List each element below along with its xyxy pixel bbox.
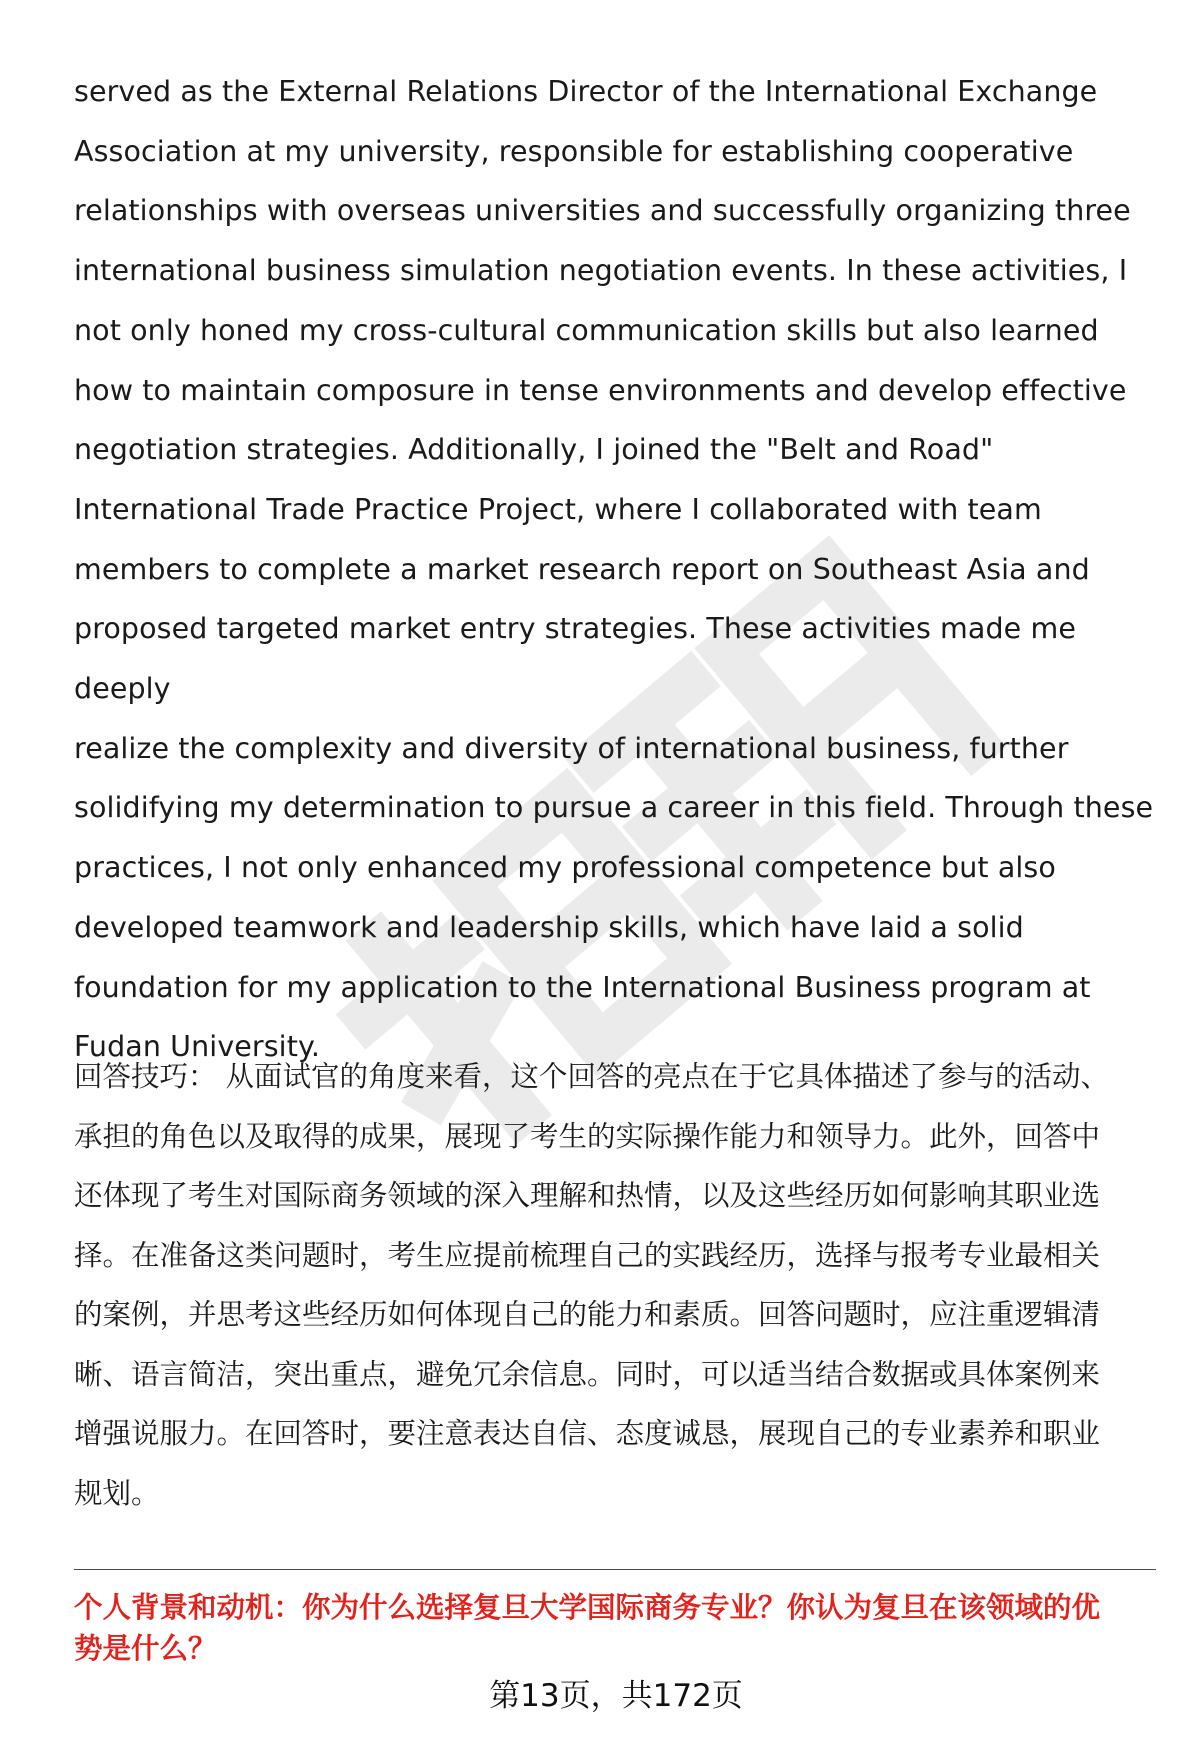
next-question-heading: 个人背景和动机：你为什么选择复旦大学国际商务专业？你认为复旦在该领域的优 势是什么？ (74, 1591, 1101, 1665)
answer-tips-paragraph: 回答技巧： 从面试官的角度来看，这个回答的亮点在于它具体描述了参与的活动、 承担的角色以及取得的成果，展现了考生的实际操作能力和领导力。此外，回答中 还体现了考生对国际商务领域的深入理解和热情，以及这些经历如何影响其职业选 择。在准备这类问题时，考生应提前梳理自己的实践经历，选择与报考专业最相关 的案例，并思考这些经历如何体现自己的能力和素质。回答问题时，应注重逻辑清 晰、语言简洁，突出重点，避免冗余信息。同时，可以适当结合数据或具体案例来 增强说服力。在回答时，要注意表达自信、态度诚恳，展现自己的专业素养和职业 规划。 (74, 1060, 1110, 1510)
section-divider (74, 1569, 1156, 1570)
page-number: 第13页，共172页 (489, 1678, 743, 1714)
answer-paragraph: served as the External Relations Director of the International Exchange Association at my university, responsible for establishing cooperative relationships with overseas universities and successfully organizing three international business simulation negotiation events. In these activities, I not only honed my cross-cultural communication skills but also learned how to maintain composure in tense environments and develop effective negotiation strategies. Additionally, I joined the "Belt and Road" International Trade Practice Project, where I collaborated with team members to complete a market research report on Southeast Asia and proposed targeted market entry strategies. These activities made me deeply realize the complexity and diversity of international business, further solidifying my determination to pursue a career in this field. Through these practices, I not only enhanced my professional competence but also developed teamwork and leadership skills, which have laid a solid foundation for my application to the International Business program at Fudan University. (74, 75, 1154, 1064)
